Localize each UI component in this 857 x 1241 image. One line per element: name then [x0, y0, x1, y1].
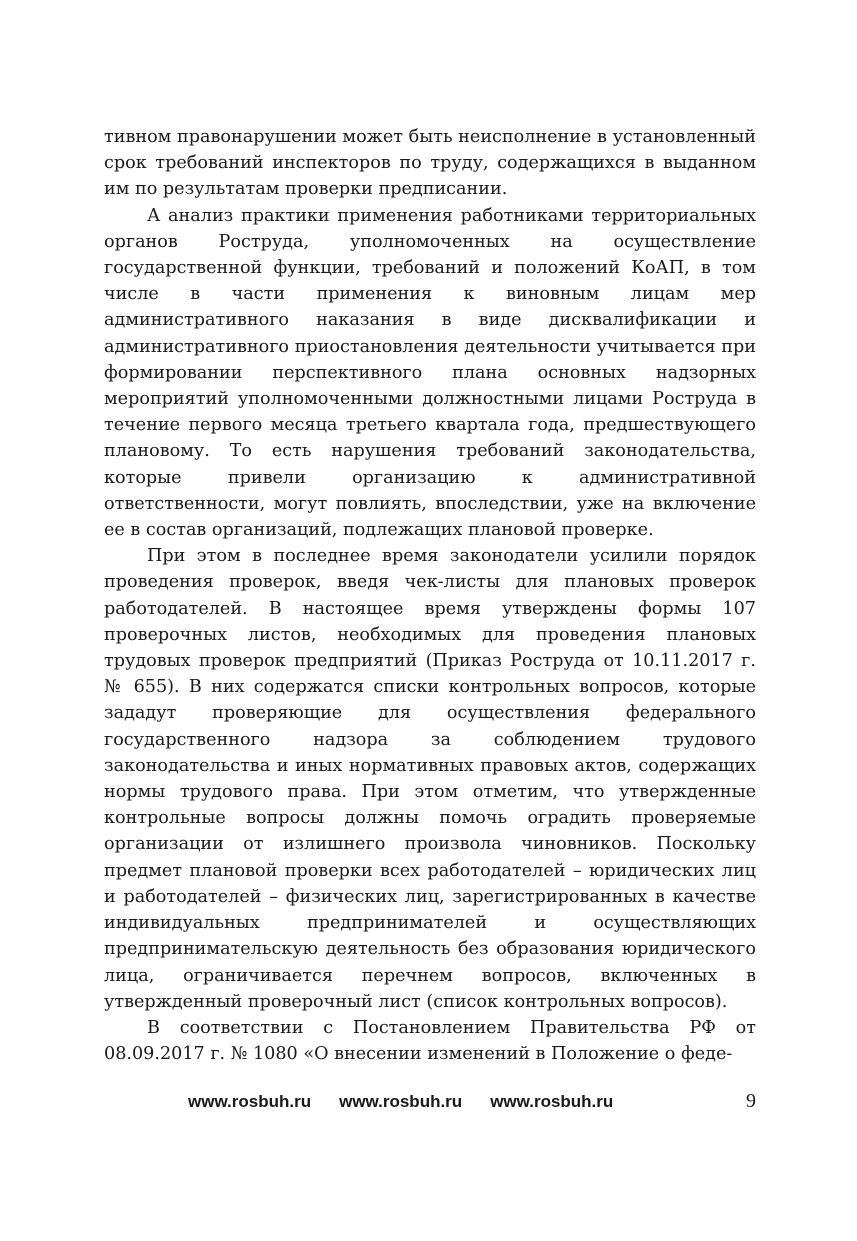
body-text [104, 124, 756, 1067]
footer-link: www.rosbuh.ru [490, 1092, 614, 1111]
footer-link: www.rosbuh.ru [188, 1092, 312, 1111]
footer-links [188, 1092, 613, 1112]
footer-link: www.rosbuh.ru [339, 1092, 463, 1111]
page-footer [104, 1092, 756, 1118]
paragraph: В соответствии с Постановлением Правительства РФ от 08.09.2017 г. № 1080 «О внесении изменений в Положение о феде- [104, 1017, 756, 1065]
paragraph-continuation: тивном правонарушении может быть неисполнение в установленный срок требований инспекторов по труду, содержащихся в выданном им по результатам проверки предписании. [104, 127, 756, 200]
page-number: 9 [746, 1090, 756, 1112]
paragraph: При этом в последнее время законодатели усилили порядок проведения проверок, введя чек-листы для плановых проверок работодателей. В настоящее время утверждены формы 107 проверочных листов, необходимых для проведения плановых трудовых проверок предприятий (Приказ Роструда от 10.11.2017 г. № 655). В них содержатся списки контрольных вопросов, которые зададут проверяющие для осуществления федерального государственного надзора за соблюдением трудового законодательства и иных нормативных правовых актов, содержащих нормы трудового права. При этом отметим, что утвержденные контрольные вопросы должны помочь оградить проверяемые организации от излишнего произвола чиновников. Поскольку предмет плановой проверки всех работодателей – юридических лиц и работодателей – физических лиц, зарегистрированных в качестве индивидуальных предпринимателей и осуществляющих предпринимательскую деятельность без образования юридического лица, ограничивается перечнем вопросов, включенных в утвержденный проверочный лист (список контрольных вопросов). [104, 546, 756, 1012]
paragraph: А анализ практики применения работниками территориальных органов Роструда, уполномоченных на осуществление государственной функции, требований и положений КоАП, в том числе в части применения к виновным лицам мер административного наказания в виде дисквалификации и административного приостановления деятельности учитывается при формировании перспективного плана основных надзорных мероприятий уполномоченными должностными лицами Роструда в течение первого месяца третьего квартала года, предшествующего плановому. То есть нарушения требований законодательства, которые привели организацию к административной ответственности, могут повлиять, впоследствии, уже на включение ее в состав организаций, подлежащих плановой проверке. [104, 205, 756, 541]
